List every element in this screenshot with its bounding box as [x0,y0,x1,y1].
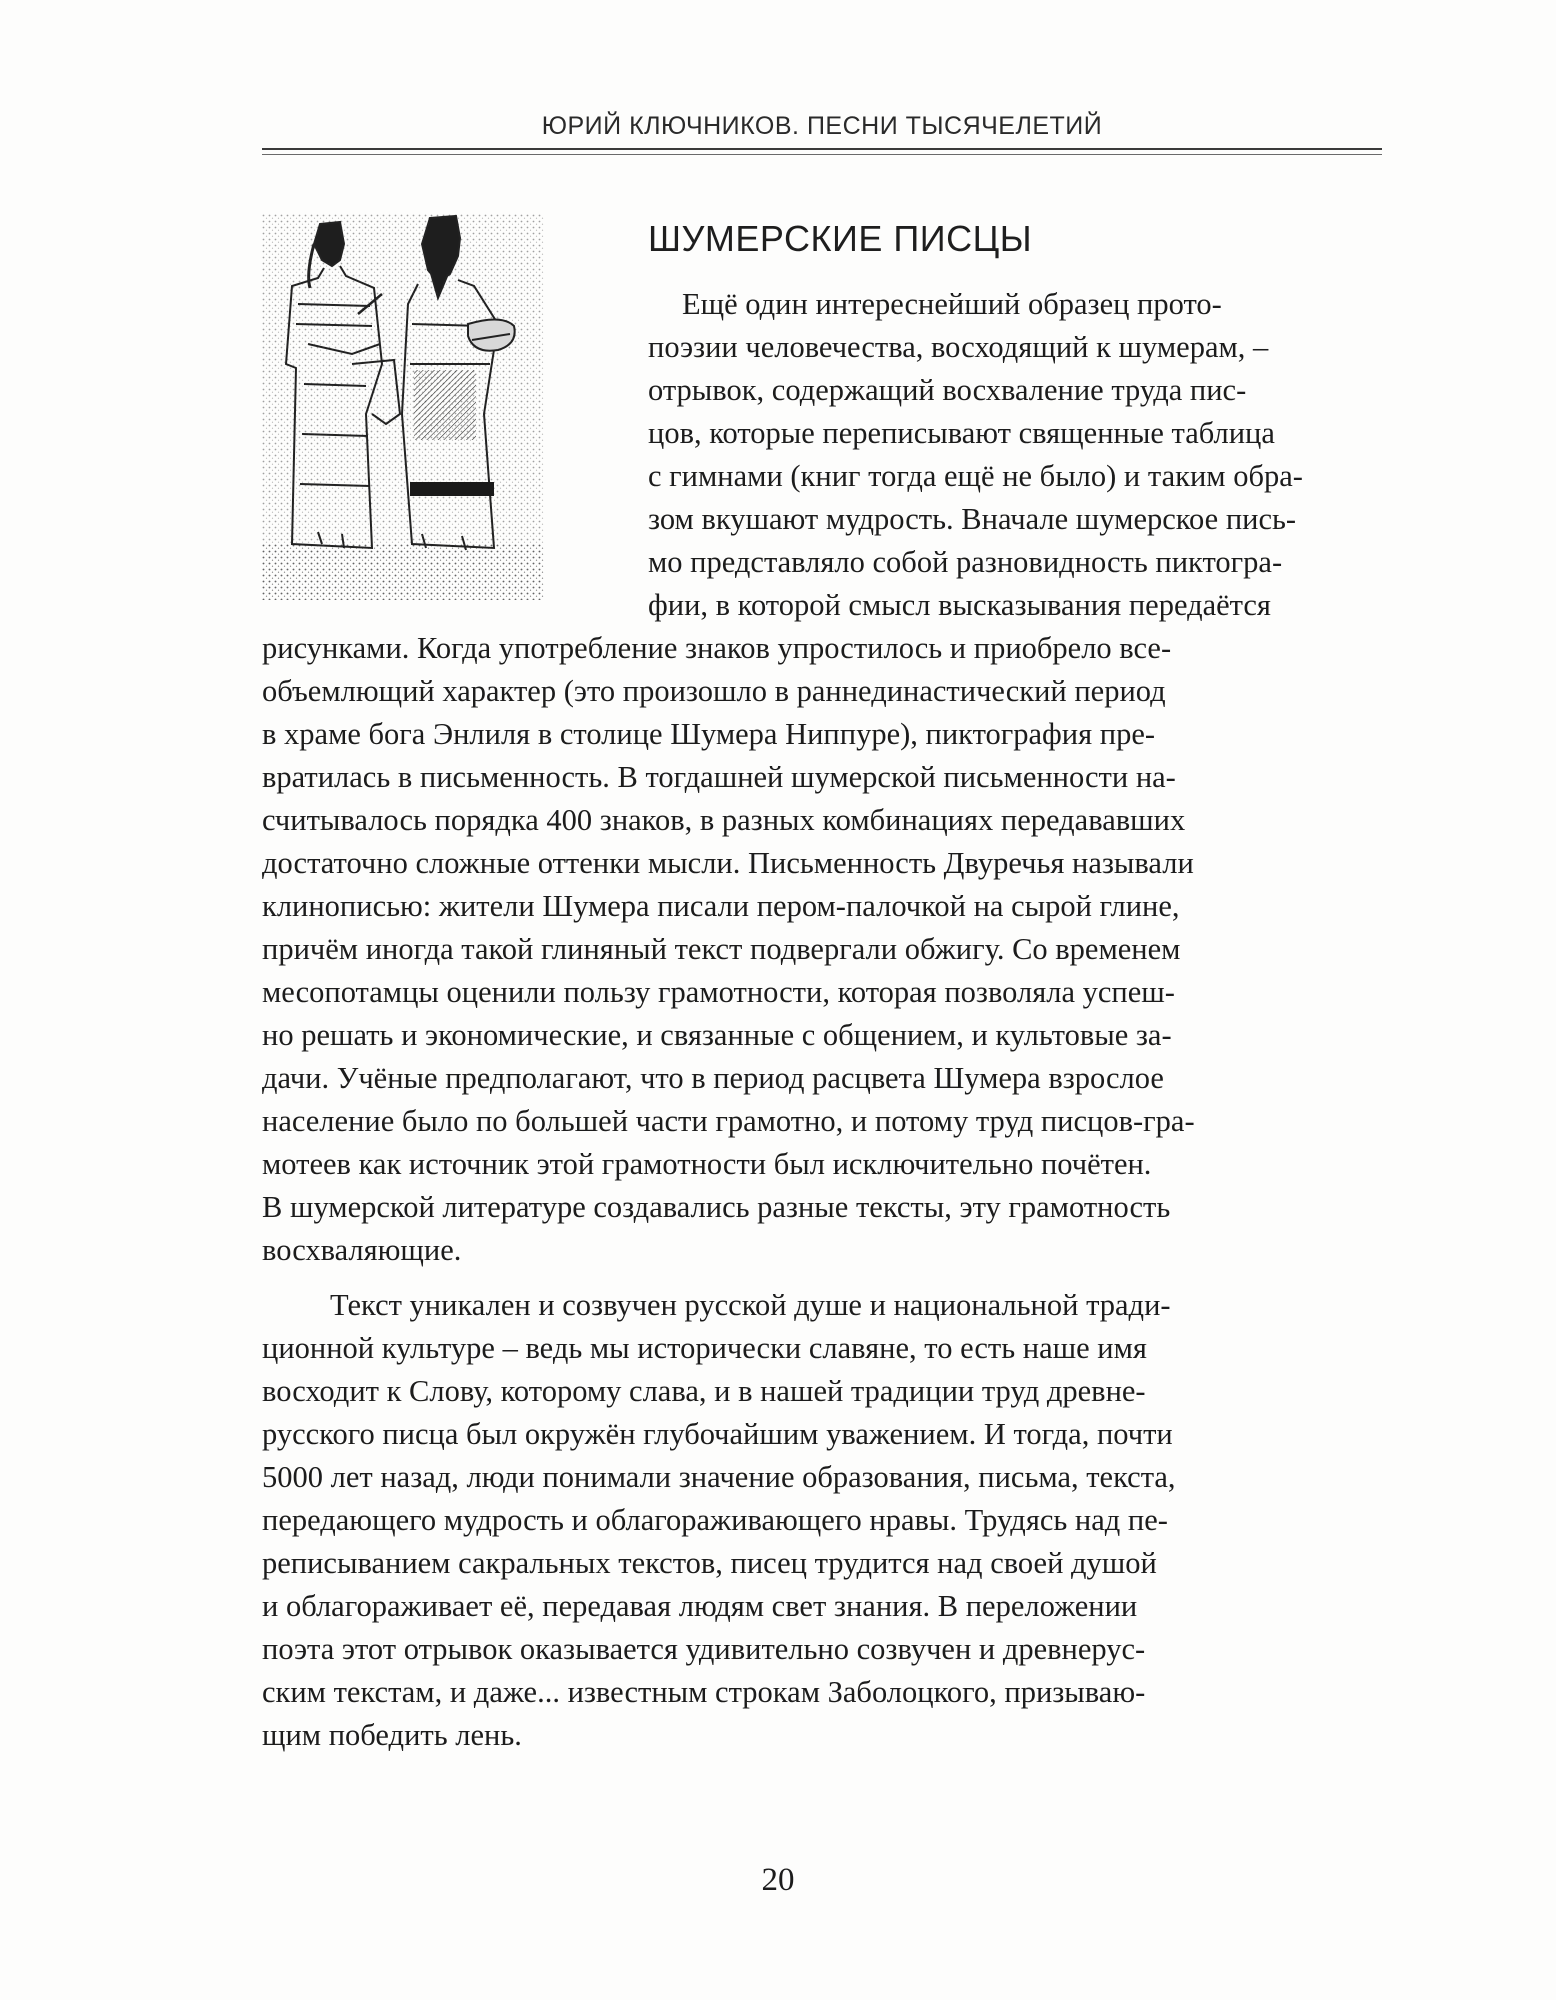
paragraph-line: мо представляло собой разновидность пиктогра- [648,545,1283,579]
header-rule-thick [262,148,1382,150]
paragraph-line: поэта этот отрывок оказывается удивительно созвучен и древнерус- [262,1632,1146,1666]
paragraph-line: причём иногда такой глиняный текст подвергали обжигу. Со временем [262,932,1181,966]
paragraph-line: вратилась в письменность. В тогдашней шумерской письменности на- [262,760,1176,794]
paragraph-line: поэзии человечества, восходящий к шумерам, – [648,330,1269,364]
paragraph-line: месопотамцы оценили пользу грамотности, которая позволяла успеш- [262,975,1175,1009]
paragraph-line: дачи. Учёные предполагают, что в период расцвета Шумера взрослое [262,1061,1164,1095]
paragraph-line: В шумерской литературе создавались разные тексты, эту грамотность [262,1190,1171,1224]
paragraph-line: в храме бога Энлиля в столице Шумера Ниппуре), пиктография пре- [262,717,1156,751]
paragraph-line: с гимнами (книг тогда ещё не было) и таким обра- [648,459,1303,493]
page-number: 20 [761,1862,795,1898]
paragraph-line: население было по большей части грамотно, и потому труд писцов-гра- [262,1104,1195,1138]
paragraph-line: восхваляющие. [262,1233,462,1267]
scribes-illustration [262,214,544,600]
section-title: ШУМЕРСКИЕ ПИСЦЫ [648,218,1033,259]
paragraph-line: щим победить лень. [262,1718,522,1752]
paragraph-line: цов, которые переписывают священные таблица [648,416,1275,450]
header-rule-thin [262,154,1382,155]
paragraph-line: зом вкушают мудрость. Вначале шумерское пись- [648,502,1297,536]
paragraph-line: клинописью: жители Шумера писали пером-палочкой на сырой глине, [262,889,1180,923]
paragraph-line: фии, в которой смысл высказывания передаётся [648,588,1271,622]
paragraph-line: передающего мудрость и облагораживающего нравы. Трудясь над пе- [262,1503,1168,1537]
paragraph-line: и облагораживает её, передавая людям свет знания. В переложении [262,1589,1138,1623]
paragraph-line: Текст уникален и созвучен русской душе и национальной тради- [330,1288,1171,1322]
paragraph-line: но решать и экономические, и связанные с общением, и культовые за- [262,1018,1172,1052]
paragraph-line: 5000 лет назад, люди понимали значение образования, письма, текста, [262,1460,1176,1494]
paragraph-line: ционной культуре – ведь мы исторически славяне, то есть наше имя [262,1331,1147,1365]
paragraph-line: Ещё один интереснейший образец прото- [682,287,1222,321]
paragraph-line: объемлющий характер (это произошло в раннединастический период [262,674,1166,708]
paragraph-line: мотеев как источник этой грамотности был исключительно почётен. [262,1147,1152,1181]
paragraph-line: восходит к Слову, которому слава, и в нашей традиции труд древне- [262,1374,1146,1408]
running-head: ЮРИЙ КЛЮЧНИКОВ. ПЕСНИ ТЫСЯЧЕЛЕТИЙ [541,112,1103,140]
paragraph-line: отрывок, содержащий восхваление труда пис- [648,373,1247,407]
paragraph-line: русского писца был окружён глубочайшим уважением. И тогда, почти [262,1417,1173,1451]
paragraph-line: реписыванием сакральных текстов, писец трудится над своей душой [262,1546,1157,1580]
paragraph-line: ским текстам, и даже... известным строкам Заболоцкого, призываю- [262,1675,1146,1709]
paragraph-line: рисунками. Когда употребление знаков упростилось и приобрело все- [262,631,1172,665]
paragraph-line: достаточно сложные оттенки мысли. Письменность Двуречья называли [262,846,1194,880]
paragraph-line: считывалось порядка 400 знаков, в разных комбинациях передававших [262,803,1186,837]
